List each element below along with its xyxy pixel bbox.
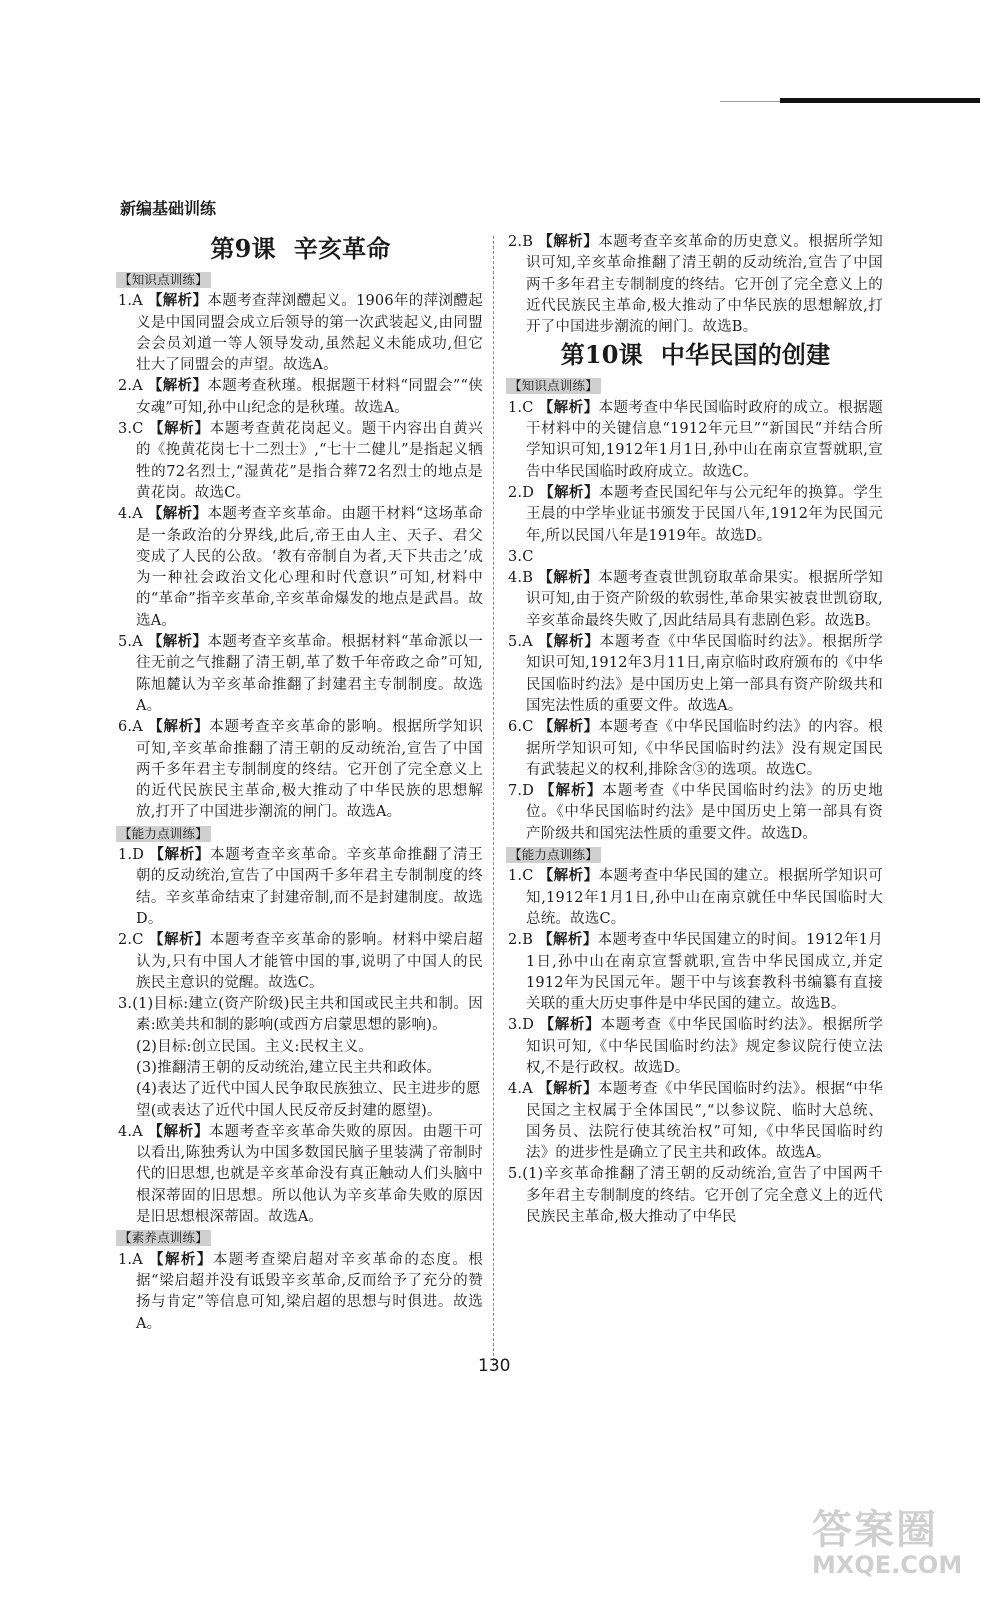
section-label: 【知识点训练】 — [506, 378, 601, 394]
answer-item: 6.A 【解析】本题考查辛亥革命的影响。根据所学知识可知,辛亥革命推翻了清王朝的反动统治,宣告了中国两千多年君主专制制度的终结。它开创了完全意义上的近代民族民主革命,极大推动了中华民族的思想解放,打开了中国进步潮流的闸门。故选A。 — [118, 719, 483, 821]
answer-item: 1.C 【解析】本题考查中华民国临时政府的成立。根据题干材料中的关键信息“1912年元旦”“新国民”并结合所学知识可知,1912年1月1日,孙中山在南京宣誓就职,宣告中华民国临时政府成立。故选C。 — [508, 399, 883, 480]
answer-item: 2.A 【解析】本题考查秋瑾。根据题干材料“同盟会”“侠女魂”可知,孙中山纪念的是秋瑾。故选A。 — [118, 378, 483, 416]
watermark-text: 答案圈 — [812, 1507, 938, 1553]
answer-item: 2.B 【解析】本题考查辛亥革命的历史意义。根据所学知识可知,辛亥革命推翻了清王朝的反动统治,宣告了中国两千多年君主专制制度的终结。它开创了完全意义上的近代民族民主革命,极大推动了中华民族的思想解放,打开了中国进步潮流的闸门。故选B。 — [508, 234, 883, 336]
answer-item: 3.C 【解析】本题考查黄花岗起义。题干内容出自黄兴的《挽黄花岗七十二烈士》,“七十二健儿”是指起义牺牲的72名烈士,“湿黄花”是指合葬72名烈士的地点是黄花岗。故选C。 — [118, 421, 483, 501]
header-rule-thin — [720, 101, 780, 102]
column-divider — [493, 236, 494, 1366]
answer-item: 4.A 【解析】本题考查辛亥革命。由题干材料“这场革命是一条政治的分界线,此后,帝王由人主、天子、君父变成了人民的公敌。‘教有帝制自为者,天下共击之’成为一种社会政治文化心理和时代意识”可知,材料中的“革命”指辛亥革命,辛亥革命爆发的地点是武昌。故选A。 — [118, 506, 483, 629]
page-number: 130 — [478, 1356, 511, 1376]
answer-item: 6.C 【解析】本题考查《中华民国临时约法》的内容。根据所学知识可知,《中华民国临时约法》没有规定国民有武装起义的权利,排除含③的选项。故选C。 — [508, 719, 883, 778]
answer-subpart: (3)推翻清王朝的反动统治,建立民主共和政体。 — [136, 1059, 442, 1076]
answer-item: 2.D 【解析】本题考查民国纪年与公元纪年的换算。学生王晨的中学毕业证书颁发于民国八年,1912年为民国元年,所以民国八年是1919年。故选D。 — [508, 484, 883, 544]
answer-item: 2.B 【解析】本题考查中华民国建立的时间。1912年1月1日,孙中山在南京宣誓就职,宣告中华民国成立,并定1912年为民国元年。题干中与该套教科书编纂有直接关联的重大历史事件是中华民国的建立。故选B。 — [508, 932, 884, 1013]
answer-item: 5.A 【解析】本题考查辛亥革命。根据材料“革命派以一往无前之气推翻了清王朝,革了数千年帝政之命”可知,陈旭麓认为辛亥革命推翻了封建君主专制制度。故选A。 — [118, 634, 483, 714]
lesson-10-heading — [508, 338, 883, 372]
answer-item: 3.C — [508, 548, 534, 565]
watermark-logo — [812, 1498, 972, 1588]
answer-item: 2.C 【解析】本题考查辛亥革命的影响。材料中梁启超认为,只有中国人才能管中国的事,说明了中国人的民族民主意识的觉醒。故选C。 — [118, 932, 483, 991]
lesson-title: 中华民国的创建 — [660, 340, 831, 370]
answer-item: 1.C 【解析】本题考查中华民国的建立。根据所学知识可知,1912年1月1日,孙中山在南京就任中华民国临时大总统。故选C。 — [508, 868, 883, 927]
book-title: 新编基础训练 — [120, 199, 217, 218]
answer-item: 1.D 【解析】本题考查辛亥革命。辛亥革命推翻了清王朝的反动统治,宣告了中国两千多年君主专制制度的终结。辛亥革命结束了封建帝制,而不是封建制度。故选D。 — [118, 847, 483, 927]
lesson-title: 辛亥革命 — [293, 234, 391, 263]
answer-item: 4.B 【解析】本题考查袁世凯窃取革命果实。根据所学知识可知,由于资产阶级的软弱性,革命果实被袁世凯窃取,辛亥革命最终失败了,因此结局具有悲剧色彩。故选B。 — [508, 570, 883, 629]
answer-item: 3.(1)目标:建立(资产阶级)民主共和国或民主共和制。因素:欧美共和制的影响(或西方启蒙思想的影响)。 — [118, 996, 483, 1034]
lesson-number: 第10课 — [560, 340, 643, 370]
answer-item: 4.A 【解析】本题考查《中华民国临时约法》。根据“中华民国之主权属于全体国民”,“以参议院、临时大总统、国务员、法院行使其统治权”可知,《中华民国临时约法》的进步性是确立了民主共和政体。故选A。 — [508, 1081, 883, 1162]
left-column — [118, 232, 483, 1335]
lesson-9-heading — [118, 232, 483, 266]
section-label: 【知识点训练】 — [116, 272, 211, 288]
answer-item: 3.D 【解析】本题考查《中华民国临时约法》。根据所学知识可知,《中华民国临时约法》规定参议院行使立法权,不是行政权。故选D。 — [508, 1017, 883, 1076]
answer-item: 5.(1)辛亥革命推翻了清王朝的反动统治,宣告了中国两千多年君主专制制度的终结。它开创了完全意义上的近代民族民主革命,极大推动了中华民 — [508, 1166, 883, 1226]
section-label: 【能力点训练】 — [116, 826, 211, 842]
answer-subpart: (2)目标:创立民国。主义:民权主义。 — [136, 1038, 374, 1055]
answer-item: 7.D 【解析】本题考查《中华民国临时约法》的历史地位。《中华民国临时约法》是中国历史上第一部具有资产阶级共和国宪法性质的重要文件。故选D。 — [508, 783, 883, 842]
lesson-number: 第9课 — [210, 234, 276, 263]
section-label: 【能力点训练】 — [506, 847, 601, 863]
answer-subpart: (4)表达了近代中国人民争取民族独立、民主进步的愿望(或表达了近代中国人民反帝反封建的愿望)。 — [136, 1081, 481, 1119]
answer-item: 5.A 【解析】本题考查《中华民国临时约法》。根据所学知识可知,1912年3月11日,南京临时政府颁布的《中华民国临时约法》是中国历史上第一部具有资产阶级共和国宪法性质的重要文件。故选A。 — [508, 634, 883, 714]
answer-item: 4.A 【解析】本题考查辛亥革命失败的原因。由题干可以看出,陈独秀认为中国多数国民脑子里装满了帝制时代的旧思想,也就是辛亥革命没有真正触动人们头脑中根深蒂固的旧思想。所以他认为辛亥革命失败的原因是旧思想根深蒂固。故选A。 — [118, 1123, 483, 1226]
answer-item: 1.A 【解析】本题考查梁启超对辛亥革命的态度。根据“梁启超并没有诋毁辛亥革命,反而给予了充分的赞扬与肯定”等信息可知,梁启超的思想与时俱进。故选A。 — [118, 1251, 483, 1332]
header-rule — [780, 98, 980, 103]
section-label: 【素养点训练】 — [116, 1230, 211, 1246]
watermark-url: MXQE.COM — [812, 1551, 963, 1579]
answer-item: 1.A 【解析】本题考查萍浏醴起义。1906年的萍浏醴起义是中国同盟会成立后领导的第一次武装起义,由同盟会会员刘道一等人领导发动,虽然起义未能成功,但它壮大了同盟会的声望。故选A。 — [118, 293, 483, 374]
right-column — [508, 232, 883, 1228]
